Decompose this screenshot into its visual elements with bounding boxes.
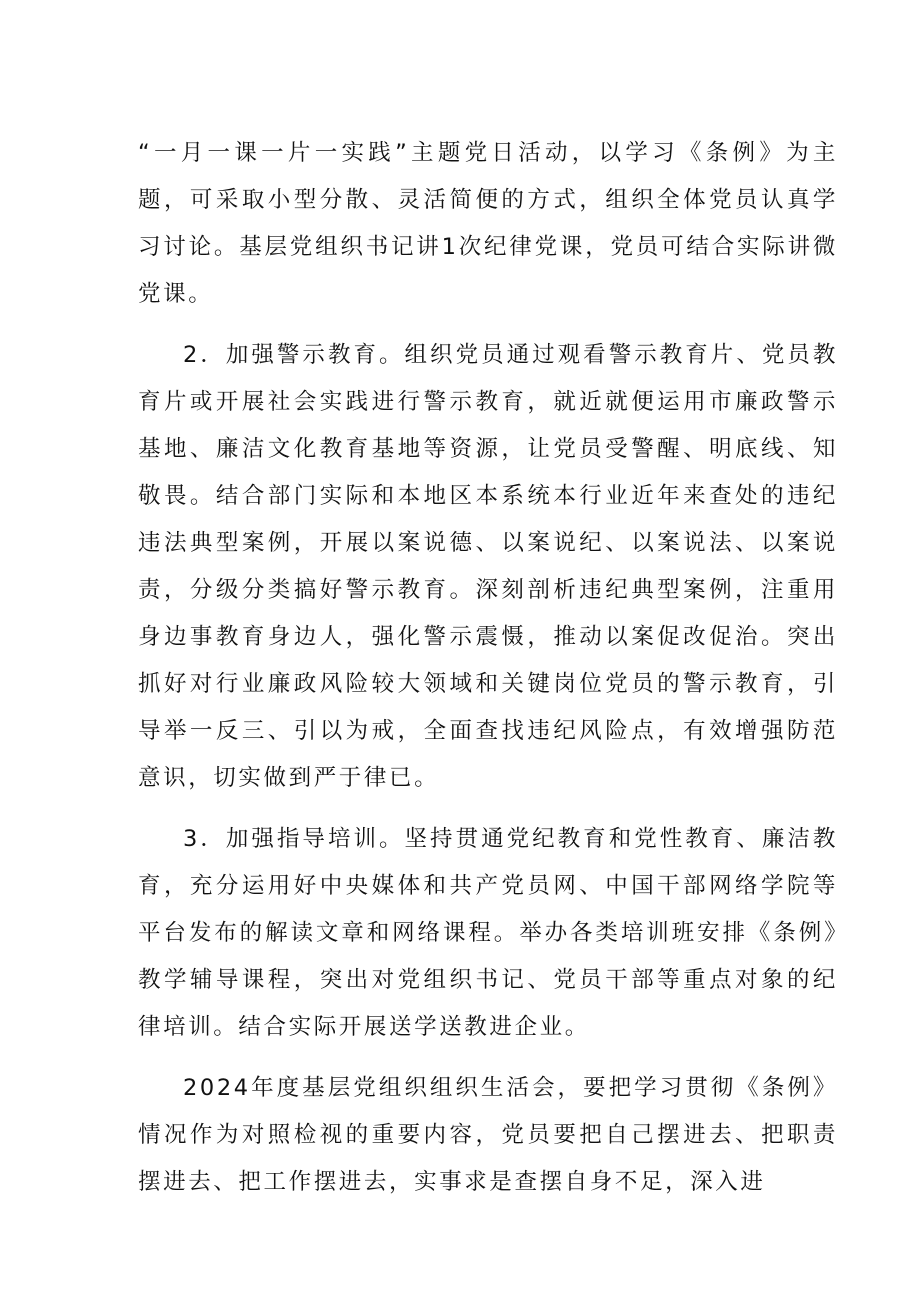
paragraph-guidance-training: 3．加强指导培训。坚持贯通党纪教育和党性教育、廉洁教育，充分运用好中央媒体和共产党员网、中国干部网络学院等平台发布的解读文章和网络课程。举办各类培训班安排《条例》教学辅导课程，突出对党组织书记、党员干部等重点对象的纪律培训。结合实际开展送学送教进企业。 [138, 826, 838, 1040]
paragraph-warning-education: 2．加强警示教育。组织党员通过观看警示教育片、党员教育片或开展社会实践进行警示教育，就近就便运用市廉政警示基地、廉洁文化教育基地等资源，让党员受警醒、明底线、知敬畏。结合部门实际和本地区本系统本行业近年来查处的违纪违法典型案例，开展以案说德、以案说纪、以案说法、以案说责，分级分类搞好警示教育。深刻剖析违纪典型案例，注重用身边事教育身边人，强化警示震慑，推动以案促改促治。突出抓好对行业廉政风险较大领域和关键岗位党员的警示教育，引导举一反三、引以为戒，全面查找违纪风险点，有效增强防范意识，切实做到严于律已。 [138, 342, 838, 791]
document-body [138, 130, 838, 1220]
paragraph-organizational-life-meeting: 2024年度基层党组织组织生活会，要把学习贯彻《条例》情况作为对照检视的重要内容，党员要把自己摆进去、把职责摆进去、把工作摆进去，实事求是查摆自身不足，深入进 [138, 1075, 838, 1195]
paragraph-continuation: “一月一课一片一实践”主题党日活动，以学习《条例》为主题，可采取小型分散、灵活简便的方式，组织全体党员认真学习讨论。基层党组织书记讲1次纪律党课，党员可结合实际讲微党课。 [138, 140, 838, 307]
